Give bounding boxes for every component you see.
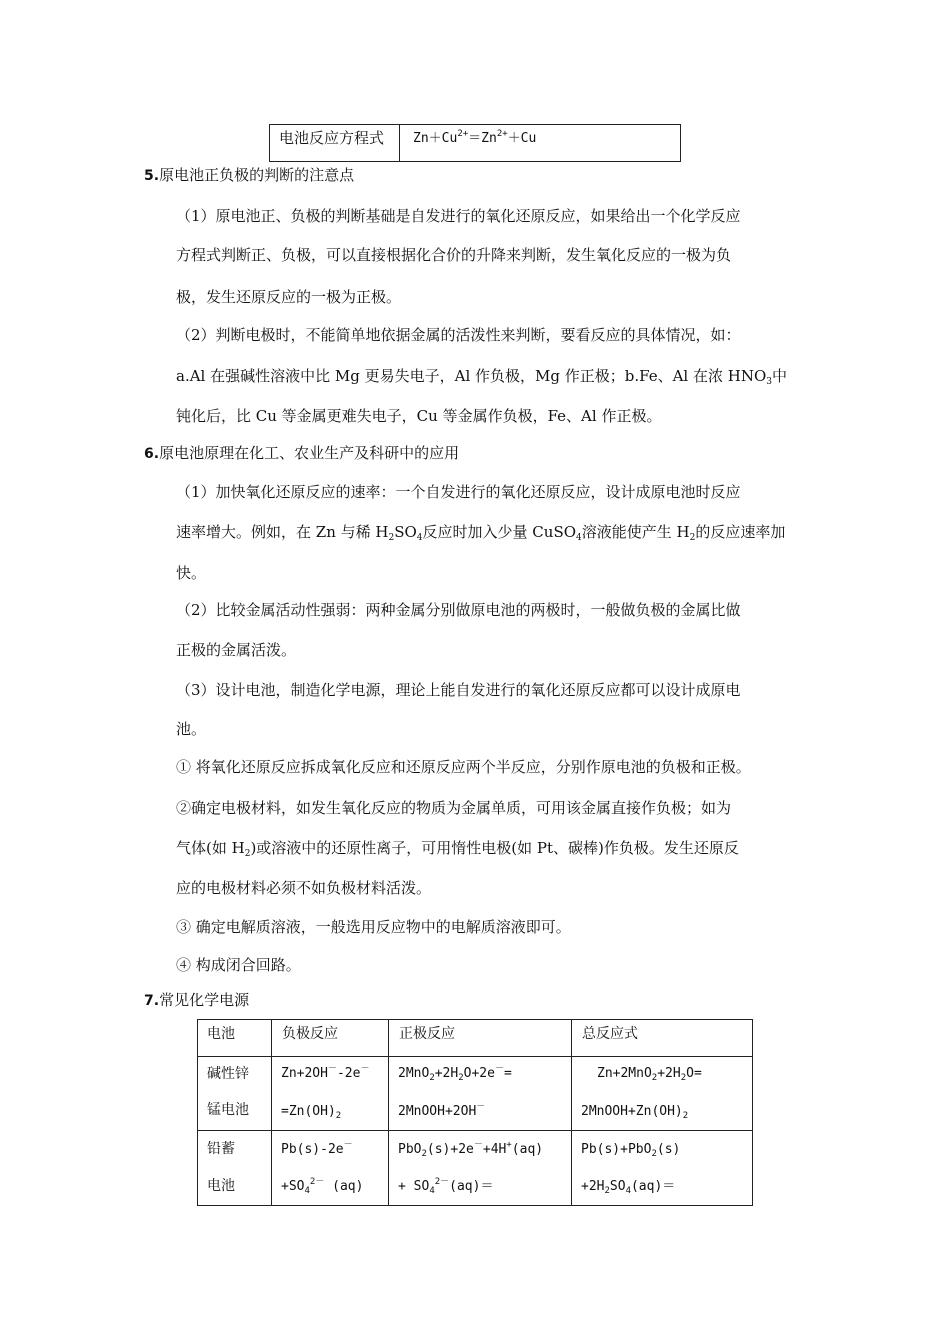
positive-reaction-cell: PbO$_2$(s)+2e－+4H+(aq) + $SO_4^{2-}(aq)=$ — [389, 1131, 572, 1206]
s5-para2-line2: a.Al 在强碱性溶液中比 Mg 更易失电子，Al 作负极，Mg 作正极；b.Fe、Al 在浓 $HNO_3$中 — [176, 367, 787, 387]
battery-name-cell: 铅蓄 电池 — [198, 1131, 272, 1206]
chemical-power-sources-table — [197, 1019, 753, 1206]
header-cell: 电池 — [198, 1020, 272, 1057]
s6-para3-line2: 池。 — [176, 720, 207, 738]
s6-step2-line1: ②确定电极材料，如发生氧化反应的物质为金属单质，可用该金属直接作负极；如为 — [176, 799, 732, 817]
equation-value-cell — [400, 125, 681, 162]
s6-step4: ④ 构成闭合回路。 — [176, 956, 301, 974]
section-5-heading: 5.原电池正负极的判断的注意点 — [144, 166, 355, 184]
section-6-heading: 6.原电池原理在化工、农业生产及科研中的应用 — [144, 444, 460, 462]
s6-para1-line1: （1）加快氧化还原反应的速率：一个自发进行的氧化还原反应，设计成原电池时反应 — [176, 483, 741, 501]
negative-reaction-cell: Zn+2OH－-2e－ $=Zn(OH)_2$ — [272, 1057, 389, 1131]
s5-para1-line3: 极，发生还原反应的一极为正极。 — [176, 288, 402, 306]
negative-reaction-cell: Pb(s)-2e－ $+SO_4^{2-}$ (aq) — [272, 1131, 389, 1206]
section-7-heading: 7.常见化学电源 — [144, 991, 250, 1009]
reaction-equation-table — [269, 124, 681, 162]
s6-para2-line1: （2）比较金属活动性强弱：两种金属分别做原电池的两极时，一般做负极的金属比做 — [176, 601, 741, 619]
battery-name-cell: 碱性锌 锰电池 — [198, 1057, 272, 1131]
table-row — [198, 1131, 753, 1206]
equation-label: 电池反应方程式 — [279, 129, 385, 147]
s6-step2-line3: 应的电极材料必须不如负极材料活泼。 — [176, 879, 432, 897]
header-cell: 总反应式 — [572, 1020, 753, 1057]
header-cell: 负极反应 — [272, 1020, 389, 1057]
s6-para2-line2: 正极的金属活泼。 — [176, 641, 297, 659]
s6-para1-line3: 快。 — [176, 564, 207, 582]
header-cell: 正极反应 — [389, 1020, 572, 1057]
s5-para2-line1: （2）判断电极时，不能简单地依据金属的活泼性来判断，要看反应的具体情况，如： — [176, 326, 741, 344]
overall-reaction-cell: Pb(s)+PbO$_2$(s) $+2H_2SO_4(aq)=$ — [572, 1131, 753, 1206]
s6-para3-line1: （3）设计电池，制造化学电源，理论上能自发进行的氧化还原反应都可以设计成原电 — [176, 681, 741, 699]
s5-para1-line2: 方程式判断正、负极，可以直接根据化合价的升降来判断，发生氧化反应的一极为负 — [176, 246, 732, 264]
s5-para2-line3: 钝化后，比 Cu 等金属更难失电子，Cu 等金属作负极，Fe、Al 作正极。 — [176, 407, 662, 425]
table-header-row — [198, 1020, 753, 1057]
s5-para1-line1: （1）原电池正、负极的判断基础是自发进行的氧化还原反应，如果给出一个化学反应 — [176, 207, 741, 225]
s6-step1: ① 将氧化还原反应拆成氧化反应和还原反应两个半反应，分别作原电池的负极和正极。 — [176, 758, 751, 776]
s6-para1-line2: 速率增大。例如，在 Zn 与稀 $H_2SO_4$反应时加入少量 CuSO$_4$溶液能使产生 $H_2$的反应速率加 — [176, 523, 786, 543]
equation-label-cell — [270, 125, 400, 162]
s6-step2-line2: 气体(如 $H_2$)或溶液中的还原性离子，可用惰性电极(如 Pt、碳棒)作负极。发生还原反 — [176, 839, 739, 859]
equation-value: $Zn+Cu^{2+}=Zn^{2+}+Cu$ — [413, 129, 537, 146]
s6-step3: ③ 确定电解质溶液，一般选用反应物中的电解质溶液即可。 — [176, 918, 571, 936]
table-row — [198, 1057, 753, 1131]
positive-reaction-cell: $2MnO_2+2H_2O+2e^-=$ 2MnOOH+2OH－ — [389, 1057, 572, 1131]
overall-reaction-cell: $Zn+2MnO_2+2H_2O=$ $2MnOOH+Zn(OH)_2$ — [572, 1057, 753, 1131]
